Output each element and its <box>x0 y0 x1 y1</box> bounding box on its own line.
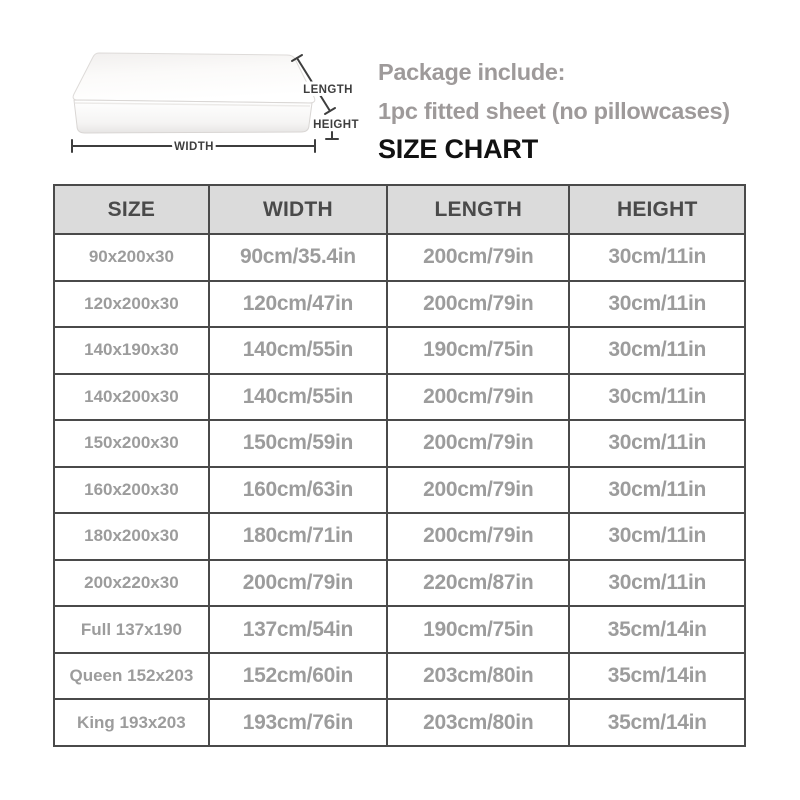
size-cell: 120x200x30 <box>54 281 209 328</box>
column-header-size: SIZE <box>54 185 209 234</box>
table-row <box>54 327 745 374</box>
dimension-cell: 120cm/47in <box>209 281 387 328</box>
dimension-cell: 90cm/35.4in <box>209 234 387 281</box>
dimension-cell: 150cm/59in <box>209 420 387 467</box>
size-cell: 180x200x30 <box>54 513 209 560</box>
size-cell: 140x200x30 <box>54 374 209 421</box>
table-row <box>54 234 745 281</box>
package-include-line: Package include: <box>378 59 566 85</box>
dimension-cell: 137cm/54in <box>209 606 387 653</box>
dimension-cell: 190cm/75in <box>387 606 569 653</box>
dimension-cell: 140cm/55in <box>209 327 387 374</box>
mattress-top-face <box>73 53 315 103</box>
table-row <box>54 281 745 328</box>
dimension-cell: 35cm/14in <box>569 606 745 653</box>
size-cell: 140x190x30 <box>54 327 209 374</box>
dimension-cell: 30cm/11in <box>569 234 745 281</box>
size-chart-title: SIZE CHART <box>378 134 539 164</box>
dimension-cell: 190cm/75in <box>387 327 569 374</box>
size-table-body <box>54 234 745 746</box>
dimension-cell: 30cm/11in <box>569 281 745 328</box>
table-row <box>54 513 745 560</box>
dimension-cell: 203cm/80in <box>387 653 569 700</box>
table-row <box>54 374 745 421</box>
dimension-cell: 200cm/79in <box>387 467 569 514</box>
column-header-width: WIDTH <box>209 185 387 234</box>
dimension-cell: 35cm/14in <box>569 653 745 700</box>
dimension-cell: 152cm/60in <box>209 653 387 700</box>
package-info <box>378 53 778 164</box>
size-cell: 150x200x30 <box>54 420 209 467</box>
dimension-cell: 200cm/79in <box>387 281 569 328</box>
dimension-cell: 220cm/87in <box>387 560 569 607</box>
size-cell: 90x200x30 <box>54 234 209 281</box>
mattress-diagram <box>52 40 372 165</box>
column-header-height: HEIGHT <box>569 185 745 234</box>
dimension-cell: 30cm/11in <box>569 513 745 560</box>
height-label: HEIGHT <box>313 119 359 131</box>
dimension-cell: 140cm/55in <box>209 374 387 421</box>
column-header-length: LENGTH <box>387 185 569 234</box>
package-contents-line: 1pc fitted sheet (no pillowcases) <box>378 98 730 124</box>
length-label: LENGTH <box>303 84 353 96</box>
dimension-cell: 160cm/63in <box>209 467 387 514</box>
dimension-cell: 200cm/79in <box>387 374 569 421</box>
dimension-cell: 200cm/79in <box>387 234 569 281</box>
width-label: WIDTH <box>174 141 214 153</box>
table-row <box>54 606 745 653</box>
size-cell: Full 137x190 <box>54 606 209 653</box>
dimension-cell: 30cm/11in <box>569 560 745 607</box>
dimension-cell: 193cm/76in <box>209 699 387 746</box>
dimension-cell: 200cm/79in <box>387 420 569 467</box>
table-row <box>54 653 745 700</box>
dimension-cell: 180cm/71in <box>209 513 387 560</box>
table-header-row <box>54 185 745 234</box>
dimension-cell: 203cm/80in <box>387 699 569 746</box>
size-cell: Queen 152x203 <box>54 653 209 700</box>
size-cell: 160x200x30 <box>54 467 209 514</box>
dimension-cell: 30cm/11in <box>569 467 745 514</box>
table-row <box>54 560 745 607</box>
dimension-cell: 30cm/11in <box>569 327 745 374</box>
table-row <box>54 467 745 514</box>
size-cell: 200x220x30 <box>54 560 209 607</box>
height-dimension-line <box>326 132 338 139</box>
size-chart-table <box>53 184 746 747</box>
table-row <box>54 420 745 467</box>
dimension-cell: 30cm/11in <box>569 420 745 467</box>
dimension-cell: 200cm/79in <box>387 513 569 560</box>
dimension-cell: 30cm/11in <box>569 374 745 421</box>
dimension-cell: 200cm/79in <box>209 560 387 607</box>
table-row <box>54 699 745 746</box>
dimension-cell: 35cm/14in <box>569 699 745 746</box>
size-cell: King 193x203 <box>54 699 209 746</box>
